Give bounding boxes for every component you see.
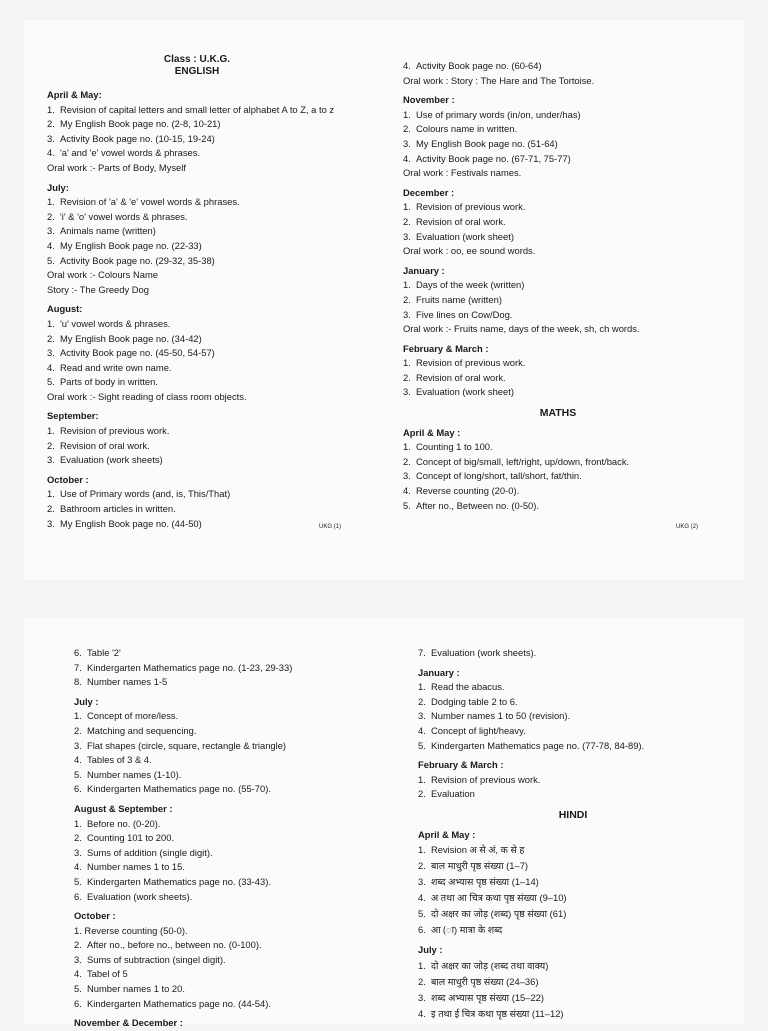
item-number: 5.: [74, 768, 82, 780]
list-item: [403, 469, 713, 484]
item-text: Number names 1-5: [87, 676, 168, 688]
month-heading: November :: [403, 94, 455, 106]
item-number: 2.: [418, 788, 426, 800]
item-text: Number names (1-10).: [87, 768, 182, 780]
list-item: [74, 675, 374, 690]
list-item: [403, 278, 713, 293]
item-text: Kindergarten Mathematics page no. (77-78, 84-89).: [431, 739, 645, 751]
item-number: 2.: [47, 118, 55, 130]
item-number: 5.: [47, 254, 55, 266]
item-number: 2.: [403, 455, 411, 467]
item-number: 3.: [403, 308, 411, 320]
item-number: 6.: [418, 924, 426, 936]
item-number: 2.: [403, 293, 411, 305]
item-text: Bathroom articles in written.: [60, 503, 176, 515]
item-number: 6.: [74, 997, 82, 1009]
list-item: [403, 122, 713, 137]
subject-title-english: ENGLISH: [174, 66, 220, 77]
item-text: Dodging table 2 to 6.: [431, 695, 518, 707]
item-number: 4.: [403, 152, 411, 164]
list-item: [403, 293, 713, 308]
item-text: Activity Book page no. (67-71, 75-77): [416, 152, 571, 164]
item-number: 3.: [403, 386, 411, 398]
list-item: [403, 59, 713, 74]
item-number: 8.: [74, 676, 82, 688]
item-number: 3.: [403, 230, 411, 242]
list-item: [418, 890, 728, 906]
item-text: Evaluation: [431, 788, 475, 800]
item-number: 1.: [418, 959, 426, 971]
page-footer-left: UKG (1): [319, 524, 342, 530]
list-item: [47, 103, 347, 118]
item-number: 1.: [403, 357, 411, 369]
list-item: [403, 308, 713, 323]
list-item: [74, 724, 374, 739]
item-text: Revision of previous work.: [60, 425, 170, 437]
month-heading: February & March :: [403, 342, 489, 354]
list-item: [74, 938, 374, 953]
item-number: 1.: [47, 196, 55, 208]
note-line: Oral work : Festivals names.: [403, 167, 522, 179]
list-item: [403, 152, 713, 167]
subject-heading: MATHS: [539, 407, 577, 420]
item-text: Tables of 3 & 4.: [87, 754, 152, 766]
note-line: Story :- The Greedy Dog: [47, 283, 149, 295]
item-text: Fruits name (written): [416, 293, 502, 305]
item-number: 1.: [47, 488, 55, 500]
list-item: [74, 967, 374, 982]
list-item: [418, 874, 728, 890]
list-item: [47, 375, 347, 390]
item-number: 4.: [47, 147, 55, 159]
item-text: Use of primary words (in/on, under/has): [416, 108, 581, 120]
item-text: My English Book page no. (34-42): [60, 332, 202, 344]
month-heading: October :: [47, 473, 89, 485]
item-text: Revision of previous work.: [431, 773, 541, 785]
list-item: [74, 997, 374, 1012]
list-item: [74, 846, 374, 861]
list-item: [418, 680, 728, 695]
item-number: 4.: [418, 1007, 426, 1019]
month-heading: April & May:: [47, 89, 102, 100]
list-item: [74, 953, 374, 968]
item-text: Evaluation (work sheets).: [431, 647, 537, 658]
list-item: [403, 200, 713, 215]
item-number: 7.: [74, 661, 82, 673]
item-text: Activity Book page no. (29-32, 35-38): [60, 254, 215, 266]
item-text: Sums of addition (single digit).: [87, 846, 213, 858]
item-text: Revision of capital letters and small letter of alphabet A to Z, a to z: [60, 103, 335, 115]
month-heading: July:: [47, 181, 69, 193]
item-number: 4.: [74, 968, 82, 980]
item-number: 2.: [403, 215, 411, 227]
item-number: 2.: [403, 371, 411, 383]
list-item: [47, 502, 347, 517]
item-number: 4.: [418, 892, 426, 904]
list-item: [403, 137, 713, 152]
item-text: Kindergarten Mathematics page no. (55-70).: [87, 783, 271, 795]
list-item: [403, 440, 713, 455]
item-number: 2.: [74, 832, 82, 844]
item-number: 2.: [403, 123, 411, 135]
item-text: Before no. (0-20).: [87, 817, 161, 829]
item-text: Activity Book page no. (10-15, 19-24): [60, 132, 215, 144]
list-item: [418, 739, 728, 754]
month-heading: April & May :: [418, 828, 476, 840]
list-item: [403, 230, 713, 245]
list-item: [418, 773, 728, 788]
item-text: Revision अ से अं, क से ह: [431, 844, 525, 856]
month-heading: July :: [74, 695, 99, 707]
item-number: 2.: [47, 210, 55, 222]
item-text: Activity Book page no. (45-50, 54-57): [60, 347, 215, 359]
item-number: 2.: [74, 724, 82, 736]
item-text: Revision of previous work.: [416, 357, 526, 369]
note-line: Oral work : Story : The Hare and The Tortoise.: [403, 74, 595, 86]
item-text: Concept of light/heavy.: [431, 724, 526, 736]
item-number: 3.: [74, 953, 82, 965]
item-text: अ तथा आ चित्र कथा पृष्ठ संख्या (9–10): [431, 892, 567, 904]
item-number: 3.: [403, 470, 411, 482]
item-text: Matching and sequencing.: [87, 724, 197, 736]
item-text: आ (ा) मात्रा के शब्द: [431, 924, 503, 936]
list-item: [418, 990, 728, 1006]
list-item: [47, 453, 347, 468]
item-text: 'i' & 'o' vowel words & phrases.: [60, 210, 188, 222]
item-text: Evaluation (work sheets).: [87, 890, 193, 902]
item-text: दो अक्षर का जोड़ (शब्द) पृष्ठ संख्या (61): [431, 908, 567, 920]
item-number: 2.: [47, 503, 55, 515]
column-english-right: [403, 59, 713, 513]
list-item: [418, 695, 728, 710]
list-item: [403, 215, 713, 230]
note-line: Oral work :- Sight reading of class room objects.: [47, 390, 247, 402]
list-item: [47, 146, 347, 161]
list-item: [74, 860, 374, 875]
item-text: बाल माधुरी पृष्ठ संख्या (24–36): [431, 975, 539, 987]
list-item: [47, 517, 347, 532]
list-item: [47, 424, 347, 439]
list-item: [74, 875, 374, 890]
list-item: [74, 982, 374, 997]
item-text: दो अक्षर का जोड़ (शब्द तथा वाक्य): [431, 959, 549, 971]
item-text: Revision of oral work.: [416, 371, 506, 383]
item-number: 3.: [47, 132, 55, 144]
item-number: 1.: [418, 844, 426, 856]
item-number: 1.: [74, 817, 82, 829]
list-item: [47, 332, 347, 347]
list-item: [418, 974, 728, 990]
item-number: 1.: [418, 773, 426, 785]
list-item: [47, 487, 347, 502]
item-text: Revision of oral work.: [416, 215, 506, 227]
list-item: [47, 117, 347, 132]
item-number: 4.: [418, 724, 426, 736]
column-maths-left: [74, 646, 374, 1031]
list-item: [418, 858, 728, 874]
list-item: [403, 455, 713, 470]
list-item: [47, 195, 347, 210]
item-number: 6.: [74, 890, 82, 902]
item-number: 3.: [47, 225, 55, 237]
list-item: [47, 224, 347, 239]
item-number: 1.: [74, 710, 82, 722]
item-number: 3.: [418, 991, 426, 1003]
list-item: [74, 890, 374, 905]
item-text: Kindergarten Mathematics page no. (44-54).: [87, 997, 271, 1009]
item-text: Use of Primary words (and, is, This/That): [60, 488, 231, 500]
list-item: [403, 371, 713, 386]
item-number: 2.: [418, 975, 426, 987]
item-number: 2.: [418, 695, 426, 707]
list-item: [74, 782, 374, 797]
item-number: 1.: [418, 681, 426, 693]
month-heading: August:: [47, 303, 83, 315]
item-text: My English Book page no. (2-8, 10-21): [60, 118, 221, 130]
list-item: [47, 346, 347, 361]
item-text: Animals name (written): [60, 225, 156, 237]
item-text: Five lines on Cow/Dog.: [416, 308, 513, 320]
list-item: [47, 439, 347, 454]
item-text: Revision of 'a' & 'e' vowel words & phrases.: [60, 196, 240, 208]
item-text: Concept of more/less.: [87, 710, 179, 722]
item-number: 6.: [74, 783, 82, 795]
month-heading: November & December :: [74, 1017, 183, 1029]
list-item: [418, 958, 728, 974]
item-text: Evaluation (work sheet): [416, 386, 514, 398]
item-text: My English Book page no. (22-33): [60, 239, 202, 251]
note-line: Oral work :- Parts of Body, Myself: [47, 161, 186, 173]
item-text: Tabel of 5: [87, 968, 128, 980]
item-number: 1.: [403, 441, 411, 453]
month-heading: October :: [74, 910, 116, 922]
item-number: 4.: [74, 861, 82, 873]
list-item: [403, 108, 713, 123]
item-number: 3.: [47, 454, 55, 466]
item-text: Evaluation (work sheets): [60, 454, 163, 466]
item-text: Table '2': [87, 647, 121, 658]
item-number: 2.: [47, 332, 55, 344]
month-heading: December :: [403, 186, 455, 198]
list-item: [74, 768, 374, 783]
item-number: 3.: [47, 517, 55, 529]
month-heading: April & May :: [403, 426, 461, 438]
item-text: Concept of long/short, tall/short, fat/thin.: [416, 470, 582, 482]
item-text: Colours name in written.: [416, 123, 518, 135]
item-number: 2.: [74, 939, 82, 951]
item-text: Sums of subtraction (singel digit).: [87, 953, 226, 965]
list-item: [418, 906, 728, 922]
list-item: [403, 484, 713, 499]
item-text: Evaluation (work sheet): [416, 230, 514, 242]
list-item: [418, 787, 728, 802]
item-number: 5.: [47, 376, 55, 388]
item-text: After no., Between no. (0-50).: [416, 499, 539, 511]
item-number: 1.: [47, 425, 55, 437]
list-item: [47, 210, 347, 225]
list-item: [74, 709, 374, 724]
item-text: Kindergarten Mathematics page no. (33-43).: [87, 875, 271, 887]
item-number: 5.: [418, 908, 426, 920]
list-item: [47, 317, 347, 332]
item-number: 4.: [74, 754, 82, 766]
item-text: Counting 101 to 200.: [87, 832, 175, 844]
column-english-left: [47, 54, 347, 531]
list-item: [418, 724, 728, 739]
item-text: After no., before no., between no. (0-100).: [87, 939, 262, 951]
item-number: 5.: [74, 983, 82, 995]
item-number: 3.: [403, 137, 411, 149]
month-heading: January :: [418, 666, 460, 678]
item-text: Revision of previous work.: [416, 201, 526, 213]
note-line: 1. Reverse counting (50-0).: [74, 924, 188, 936]
item-number: 4.: [47, 361, 55, 373]
item-text: बाल माधुरी पृष्ठ संख्या (1–7): [431, 860, 529, 872]
item-number: 1.: [47, 103, 55, 115]
item-number: 1.: [403, 279, 411, 291]
item-text: Revision of oral work.: [60, 439, 150, 451]
item-number: 1.: [47, 317, 55, 329]
list-item: [418, 922, 728, 938]
item-number: 6.: [74, 647, 82, 658]
list-item: [403, 356, 713, 371]
item-text: My English Book page no. (51-64): [416, 137, 558, 149]
item-number: 3.: [74, 846, 82, 858]
item-text: शब्द अभ्यास पृष्ठ संख्या (15–22): [431, 991, 545, 1003]
month-heading: July :: [418, 944, 443, 956]
item-number: 2.: [418, 860, 426, 872]
list-item: [74, 646, 374, 661]
list-item: [418, 709, 728, 724]
note-line: Oral work : oo, ee sound words.: [403, 245, 536, 257]
list-item: [47, 254, 347, 269]
month-heading: January :: [403, 264, 445, 276]
list-item: [47, 239, 347, 254]
item-number: 4.: [47, 239, 55, 251]
item-text: Number names 1 to 15.: [87, 861, 185, 873]
list-item: [403, 499, 713, 514]
item-text: Parts of body in written.: [60, 376, 158, 388]
item-text: Reverse counting (20-0).: [416, 485, 520, 497]
note-line: Oral work :- Colours Name: [47, 269, 158, 281]
column-maths-hindi-right: [418, 646, 728, 1022]
list-item: [74, 661, 374, 676]
list-item: [74, 739, 374, 754]
page-footer-right: UKG (2): [676, 524, 699, 530]
list-item: [74, 817, 374, 832]
month-heading: September:: [47, 410, 99, 422]
item-number: 3.: [47, 347, 55, 359]
item-text: 'u' vowel words & phrases.: [60, 317, 171, 329]
item-text: 'a' and 'e' vowel words & phrases.: [60, 147, 201, 159]
month-heading: February & March :: [418, 759, 504, 771]
item-number: 1.: [403, 201, 411, 213]
list-item: [418, 646, 728, 661]
month-heading: August & September :: [74, 802, 173, 814]
item-number: 3.: [418, 876, 426, 888]
item-text: Read and write own name.: [60, 361, 172, 373]
item-number: 7.: [418, 647, 426, 658]
item-text: Read the abacus.: [431, 681, 505, 693]
item-text: Days of the week (written): [416, 279, 525, 291]
item-text: Concept of big/small, left/right, up/down, front/back.: [416, 455, 630, 467]
item-number: 4.: [403, 485, 411, 497]
list-item: [47, 361, 347, 376]
item-number: 5.: [418, 739, 426, 751]
item-text: Kindergarten Mathematics page no. (1-23, 29-33): [87, 661, 293, 673]
item-number: 1.: [403, 108, 411, 120]
item-text: Activity Book page no. (60-64): [416, 60, 542, 71]
item-number: 5.: [74, 875, 82, 887]
list-item: [47, 132, 347, 147]
item-text: Counting 1 to 100.: [416, 441, 493, 453]
item-text: Number names 1 to 20.: [87, 983, 185, 995]
list-item: [403, 385, 713, 400]
note-line: Oral work :- Fruits name, days of the week, sh, ch words.: [403, 323, 640, 335]
item-text: Flat shapes (circle, square, rectangle & triangle): [87, 739, 287, 751]
item-text: My English Book page no. (44-50): [60, 517, 202, 529]
item-text: शब्द अभ्यास पृष्ठ संख्या (1–14): [431, 876, 539, 888]
list-item: [418, 1006, 728, 1022]
item-text: Number names 1 to 50 (revision).: [431, 710, 571, 722]
list-item: [74, 753, 374, 768]
list-item: [418, 842, 728, 858]
item-text: इ तथा ई चित्र कथा पृष्ठ संख्या (11–12): [431, 1007, 564, 1019]
class-title: Class : U.K.G.: [163, 54, 231, 65]
item-number: 2.: [47, 439, 55, 451]
item-number: 4.: [403, 60, 411, 71]
subject-heading: HINDI: [558, 808, 588, 821]
list-item: [74, 831, 374, 846]
item-number: 3.: [74, 739, 82, 751]
item-number: 5.: [403, 499, 411, 511]
item-number: 3.: [418, 710, 426, 722]
